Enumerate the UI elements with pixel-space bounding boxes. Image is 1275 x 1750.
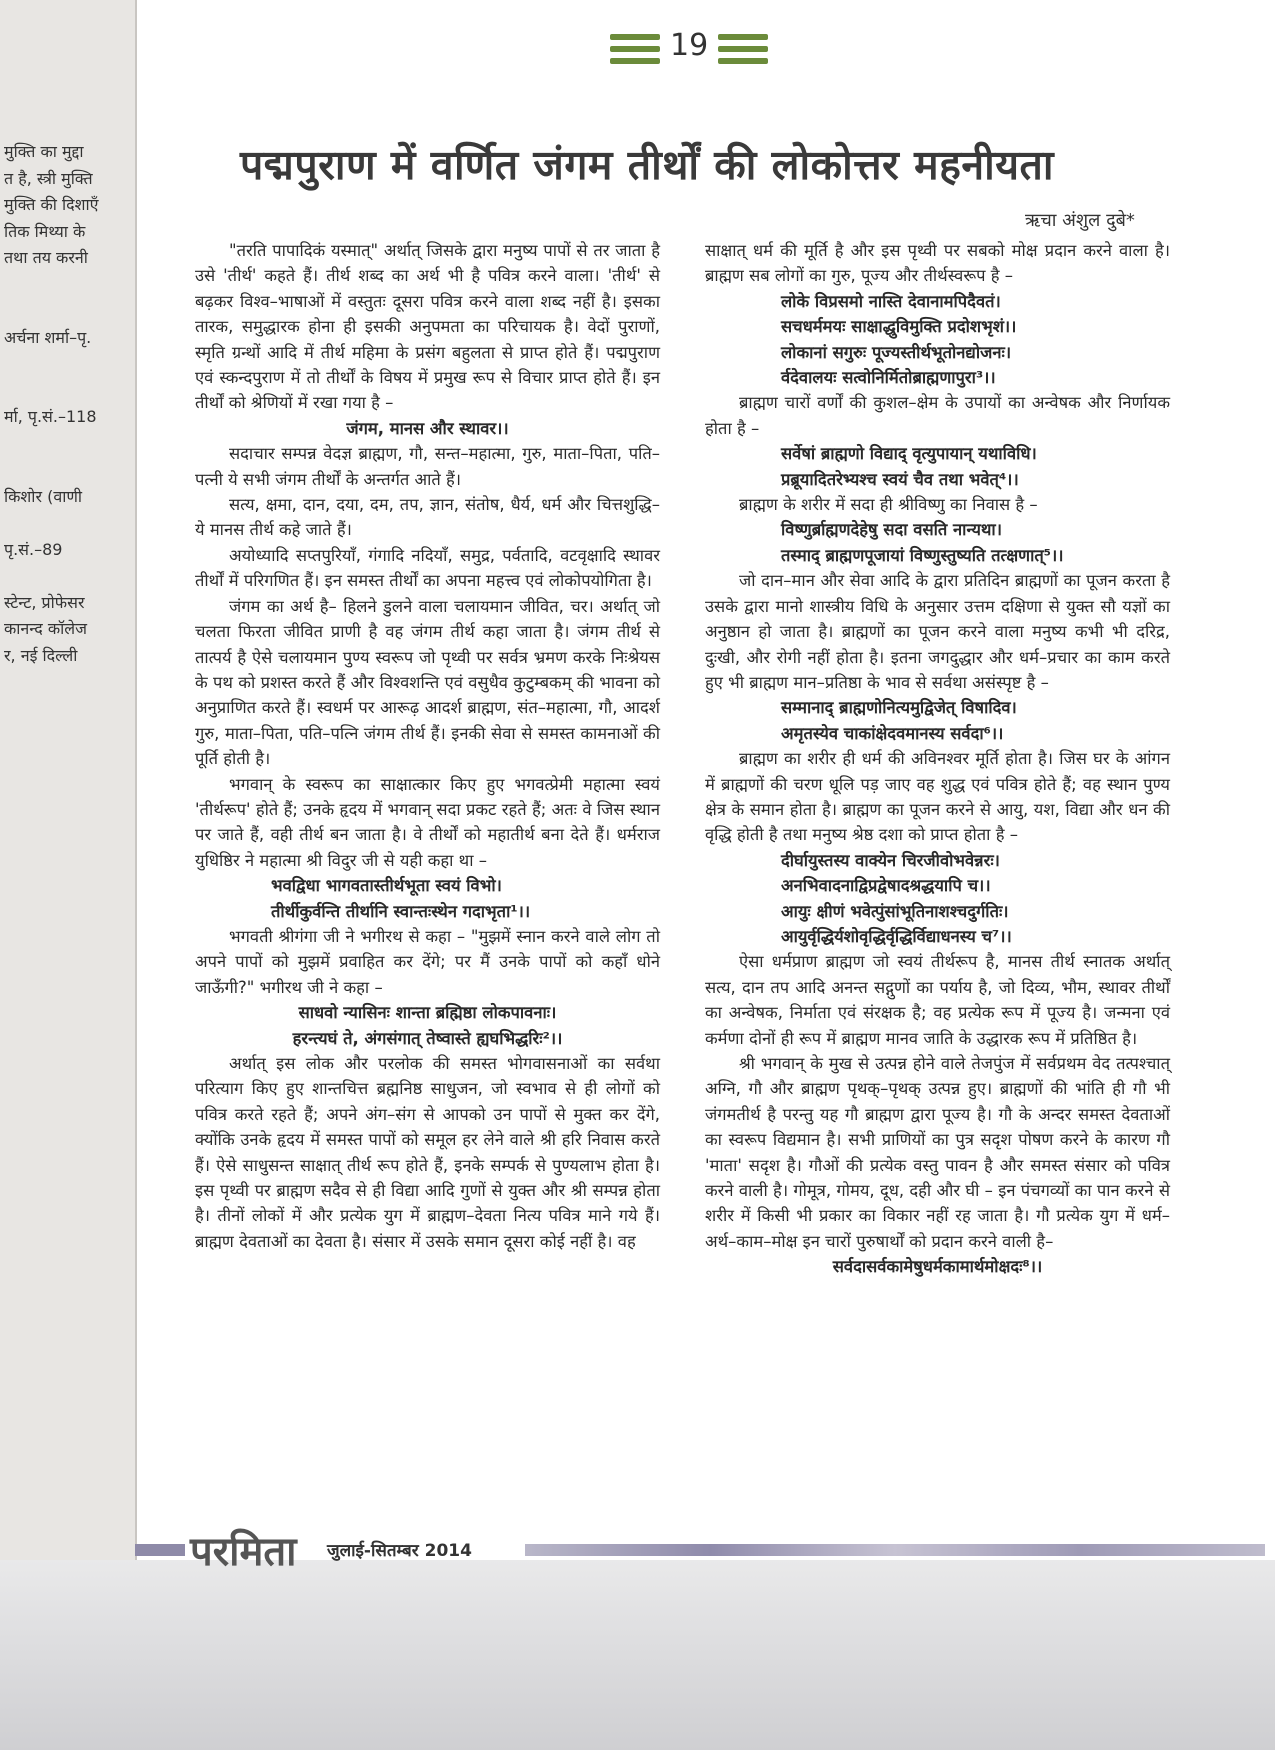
right-column [705,238,1170,1280]
sanskrit-verse: दीर्घायुस्तस्य वाक्येन चिरजीवोभवेन्नरः। [781,850,1000,870]
footer-stripe [135,1544,185,1556]
sanskrit-verse: हरन्त्यघं ते, अंगसंगात् तेष्वास्ते ह्यघभिद्धरिः²।। [292,1028,563,1048]
gutter-text-line: मुक्ति का मुद्दा [4,142,84,161]
paragraph: सत्य, क्षमा, दान, दया, दम, तप, ज्ञान, संतोष, धैर्य, धर्म और चित्तशुद्धि–ये मानस तीर्थ कहे जाते हैं। [195,495,660,540]
paragraph: अयोध्यादि सप्तपुरियाँ, गंगादि नदियाँ, समुद्र, पर्वतादि, वटवृक्षादि स्थावर तीर्थों में परिगणित हैं। इन समस्त तीर्थों का अपना महत्त्व एवं लोकोपयोगिता है। [195,545,660,591]
gutter-text-line: तिक मिथ्या के [4,221,86,241]
gutter-text-line: र्मा, पृ.सं.–118 [4,407,97,426]
paragraph: भगवान् के स्वरूप का साक्षात्कार किए हुए भगवत्प्रेमी महात्मा स्वयं 'तीर्थरूप' होते हैं; उनके हृदय में भगवान् सदा प्रकट रहते हैं; अतः वे जिस स्थान पर जाते हैं, वही तीर्थ बन जाता है। वे तीर्थों को महातीर्थ बना देते हैं। धर्मराज युधिष्ठिर ने महात्मा श्री विदुर जी से यही कहा था – [195,774,660,870]
sanskrit-verse: भवद्विधा भागवतास्तीर्थभूता स्वयं विभो। [271,876,502,896]
sanskrit-verse: आयुर्वृद्धिर्यशोवृद्धिर्वृद्धिर्विद्याधनस्य च⁷।। [781,926,1012,946]
ornament-bar [610,46,660,52]
gutter-text-line: किशोर (वाणी [4,486,83,506]
sanskrit-verse: तीर्थीकुर्वन्ति तीर्थानि स्वान्तःस्थेन गदाभृता¹।। [271,901,531,921]
gutter-text-line: पृ.सं.–89 [4,539,63,559]
magazine-logo: परमिता [190,1529,297,1575]
sanskrit-verse: अमृतस्येव चाकांक्षेदवमानस्य सर्वदा⁶।। [781,723,1004,743]
ornament-bar [610,34,660,40]
ornament-bar [718,46,768,52]
paragraph: सदाचार सम्पन्न वेदज्ञ ब्राह्मण, गौ, सन्त–महात्मा, गुरु, माता–पिता, पति–पत्नी ये सभी जंगम तीर्थों के अन्तर्गत आते हैं। [195,444,660,489]
sanskrit-verse: सम्मानाद् ब्राह्मणोनित्यमुद्विजेत् विषादिव। [781,698,1017,718]
paragraph: जो दान–मान और सेवा आदि के द्वारा प्रतिदिन ब्राह्मणों का पूजन करता है उसके द्वारा मानो शास्त्रीय विधि के अनुसार उत्तम दक्षिणा से युक्त सौ यज्ञों का अनुष्ठान हो जाता है। ब्राह्मणों का पूजन करने वाला मनुष्य कभी भी दरिद्र, दुःखी, और रोगी नहीं होता है। इतना जगदुद्धार और धर्म–प्रचार का काम करते हुए भी ब्राह्मण मान–प्रतिष्ठा के भाव से सर्वथा असंस्पृष्ट है – [705,571,1170,692]
sanskrit-verse: आयुः क्षीणं भवेत्पुंसांभूतिनाशश्चदुर्गतिः। [781,901,1009,921]
sanskrit-verse: सचधर्ममयः साक्षाद्धुविमुक्ति प्रदोशभृशं।। [781,317,1017,337]
sanskrit-verse: सर्वदासर्वकामेषुधर्मकामार्थमोक्षदः⁸।। [832,1257,1043,1277]
paragraph: "तरति पापादिकं यस्मात्" अर्थात् जिसके द्वारा मनुष्य पापों से तर जाता है उसे 'तीर्थ' कहते हैं। तीर्थ शब्द का अर्थ भी है पवित्र करने वाला। 'तीर्थ' से बढ़कर विश्व–भाषाओं में वस्तुतः दूसरा पवित्र करने वाला शब्द नहीं है। इसका तारक, समुद्धारक होना ही इसकी अनुपमता का परिचायक है। वेदों पुराणों, स्मृति ग्रन्थों आदि में तीर्थ महिमा के प्रसंग बहुलता से प्राप्त होते हैं। पद्मपुराण एवं स्कन्दपुराण में तो तीर्थों के विषय में प्रमुख रूप से विचार प्राप्त होते हैं। इन तीर्थों को श्रेणियों में रखा गया है – [195,241,660,413]
author-name: ऋचा अंशुल दुबे* [1025,210,1135,231]
paragraph: ब्राह्मण के शरीर में सदा ही श्रीविष्णु का निवास है – [739,495,1038,515]
page-number-ornament [600,20,780,80]
paragraph: श्री भगवान् के मुख से उत्पन्न होने वाले तेजपुंज में सर्वप्रथम वेद तत्पश्चात् अग्नि, गौ और ब्राह्मण पृथक्–पृथक् उत्पन्न हुए। ब्राह्मणों की भांति ही गौ भी जंगमतीर्थ है परन्तु यह गौ ब्राह्मण द्वारा पूज्य है। गौ के अन्दर समस्त देवताओं का स्वरूप विद्यमान है। सभी प्राणियों का पुत्र सदृश पोषण करने के कारण गौ 'माता' सदृश है। गौओं की प्रत्येक वस्तु पावन है और समस्त संसार को पवित्र करने वाली है। गोमूत्र, गोमय, दूध, दही और घी – इन पंचगव्यों का पान करने से शरीर में किसी भी प्रकार का विकार नहीं रह जाता है। गौ प्रत्येक युग में धर्म–अर्थ–काम–मोक्ष इन चारों पुरुषार्थों को प्रदान करने वाली है– [705,1054,1170,1251]
footer [135,1529,1275,1575]
gutter-text-line: र, नई दिल्ली [4,645,78,665]
paragraph: अर्थात् इस लोक और परलोक की समस्त भोगवासनाओं का सर्वथा परित्याग किए हुए शान्तचित्त ब्रह्मनिष्ठ साधुजन, जो स्वभाव से ही लोगों को पवित्र करते रहते हैं; अपने अंग–संग से आपको उन पापों से मुक्त कर देंगे, क्योंकि उनके हृदय में समस्त पापों को समूल हर लेने वाले श्री हरि निवास करते हैं। ऐसे साधुसन्त साक्षात् तीर्थ रूप होते हैं, इनके सम्पर्क से पुण्यलाभ होता है। इस पृथ्वी पर ब्राह्मण सदैव से ही विद्या आदि गुणों से युक्त और श्री सम्पन्न होता है। तीनों लोकों में और प्रत्येक युग में ब्राह्मण–देवता नित्य पवित्र माने गये हैं। ब्राह्मण देवताओं का देवता है। संसार में उसके समान दूसरा कोई नहीं है। वह [195,1054,660,1251]
left-column [195,238,660,1254]
sanskrit-verse: साधवो न्यासिनः शान्ता ब्रह्मिष्ठा लोकपावनाः। [298,1003,557,1023]
gutter-text-line: कानन्द कॉलेज [4,619,87,638]
gutter-text-line: मुक्ति की दिशाएँ [4,195,99,214]
paragraph: ऐसा धर्मप्राण ब्राह्मण जो स्वयं तीर्थरूप है, मानस तीर्थ स्नातक अर्थात् सत्य, दान तप आदि अनन्त सद्गुणों का पर्याय है, जो दिव्य, भौम, स्थावर तीर्थों का अन्वेषक, निर्माता एवं संरक्षक है; वह प्रत्येक रूप में पूज्य है। जन्मना एवं कर्मणा दोनों ही रूप में ब्राह्मण मानव जाति के उद्धारक रूप में प्रतिष्ठित है। [705,952,1170,1048]
page-number: 19 [670,28,709,63]
ornament-bar [718,34,768,40]
sanskrit-verse: लोके विप्रसमो नास्ति देवानामपिदैवतं। [781,291,1001,311]
sanskrit-verse: अनभिवादनाद्विप्रद्वेषादश्रद्धयापि च।। [781,876,991,896]
sanskrit-verse: र्वदेवालयः सत्वोनिर्मितोब्राह्मणापुरा³।। [781,368,996,388]
sanskrit-verse: तस्माद् ब्राह्मणपूजायां विष्णुस्तुष्यति तत्क्षणात्⁵।। [781,545,1064,565]
paragraph: भगवती श्रीगंगा जी ने भगीरथ से कहा – "मुझमें स्नान करने वाले लोग तो अपने पापों को मुझमें प्रवाहित कर देंगे; पर मैं उनके पापों को कहाँ धोने जाऊँगी?" भगीरथ जी ने कहा – [195,926,660,997]
gutter-text-line: तथा तय करनी [4,248,88,267]
sanskrit-verse: लोकानां सगुरुः पूज्यस्तीर्थभूतोनद्योजनः। [781,342,1012,362]
footer-stripe [525,1544,1265,1556]
paragraph: साक्षात् धर्म की मूर्ति है और इस पृथ्वी पर सबको मोक्ष प्रदान करने वाला है। ब्राह्मण सब लोगों का गुरु, पूज्य और तीर्थस्वरूप है – [705,241,1170,286]
article-title: पद्मपुराण में वर्णित जंगम तीर्थों की लोकोत्तर महनीयता [240,141,1055,189]
sanskrit-verse: जंगम, मानस और स्थावर।। [346,418,509,438]
paragraph: ब्राह्मण चारों वर्णों की कुशल–क्षेम के उपायों का अन्वेषक और निर्णायक होता है – [705,393,1170,438]
gutter-text-line: त है, स्त्री मुक्ति [4,168,93,188]
sanskrit-verse: विष्णुर्ब्राह्मणदेहेषु सदा वसति नान्यथा। [781,520,1002,540]
page-bottom-shade [0,1560,1275,1750]
ornament-bar [718,58,768,64]
issue-date: जुलाई-सितम्बर 2014 [327,1541,472,1561]
sanskrit-verse: प्रब्रूयादितरेभ्यश्च स्वयं चैव तथा भवेत्⁴।। [781,469,1019,489]
ornament-bar [610,58,660,64]
paragraph: जंगम का अर्थ है– हिलने डुलने वाला चलायमान जीवित, चर। अर्थात् जो चलता फिरता जीवित प्राणी है वह जंगम तीर्थ कहा जाता है। जंगम तीर्थ से तात्पर्य है ऐसे चलायमान पुण्य स्वरूप जो पृथ्वी पर सर्वत्र भ्रमण करके निःश्रेयस के पथ को प्रशस्त करते हैं और विश्वशन्ति एवं वसुधैव कुटुम्बकम् की भावना को अनुप्राणित करते हैं। स्वधर्म पर आरूढ़ आदर्श ब्राह्मण, संत–महात्मा, गौ, आदर्श गुरु, माता–पिता, पति–पत्नि जंगम तीर्थ हैं। इनकी सेवा से समस्त कामनाओं की पूर्ति होती है। [195,596,660,769]
gutter-text-line: स्टेन्ट, प्रोफेसर [4,592,85,612]
paragraph: ब्राह्मण का शरीर ही धर्म की अविनश्वर मूर्ति होता है। जिस घर के आंगन में ब्राह्मणों की चरण धूलि पड़ जाए वह शुद्ध एवं पवित्र होते हैं; वह स्थान पुण्य क्षेत्र के समान होता है। ब्राह्मण का पूजन करने से आयु, यश, विद्या और धन की वृद्धि होती है तथा मनुष्य श्रेष्ठ दशा को प्राप्त होता है – [705,749,1170,845]
adjacent-page-strip [0,0,137,1750]
gutter-text-line: अर्चना शर्मा–पृ. [4,327,92,347]
sanskrit-verse: सर्वेषां ब्राह्मणो विद्याद् वृत्युपायान् यथाविधि। [781,444,1037,464]
